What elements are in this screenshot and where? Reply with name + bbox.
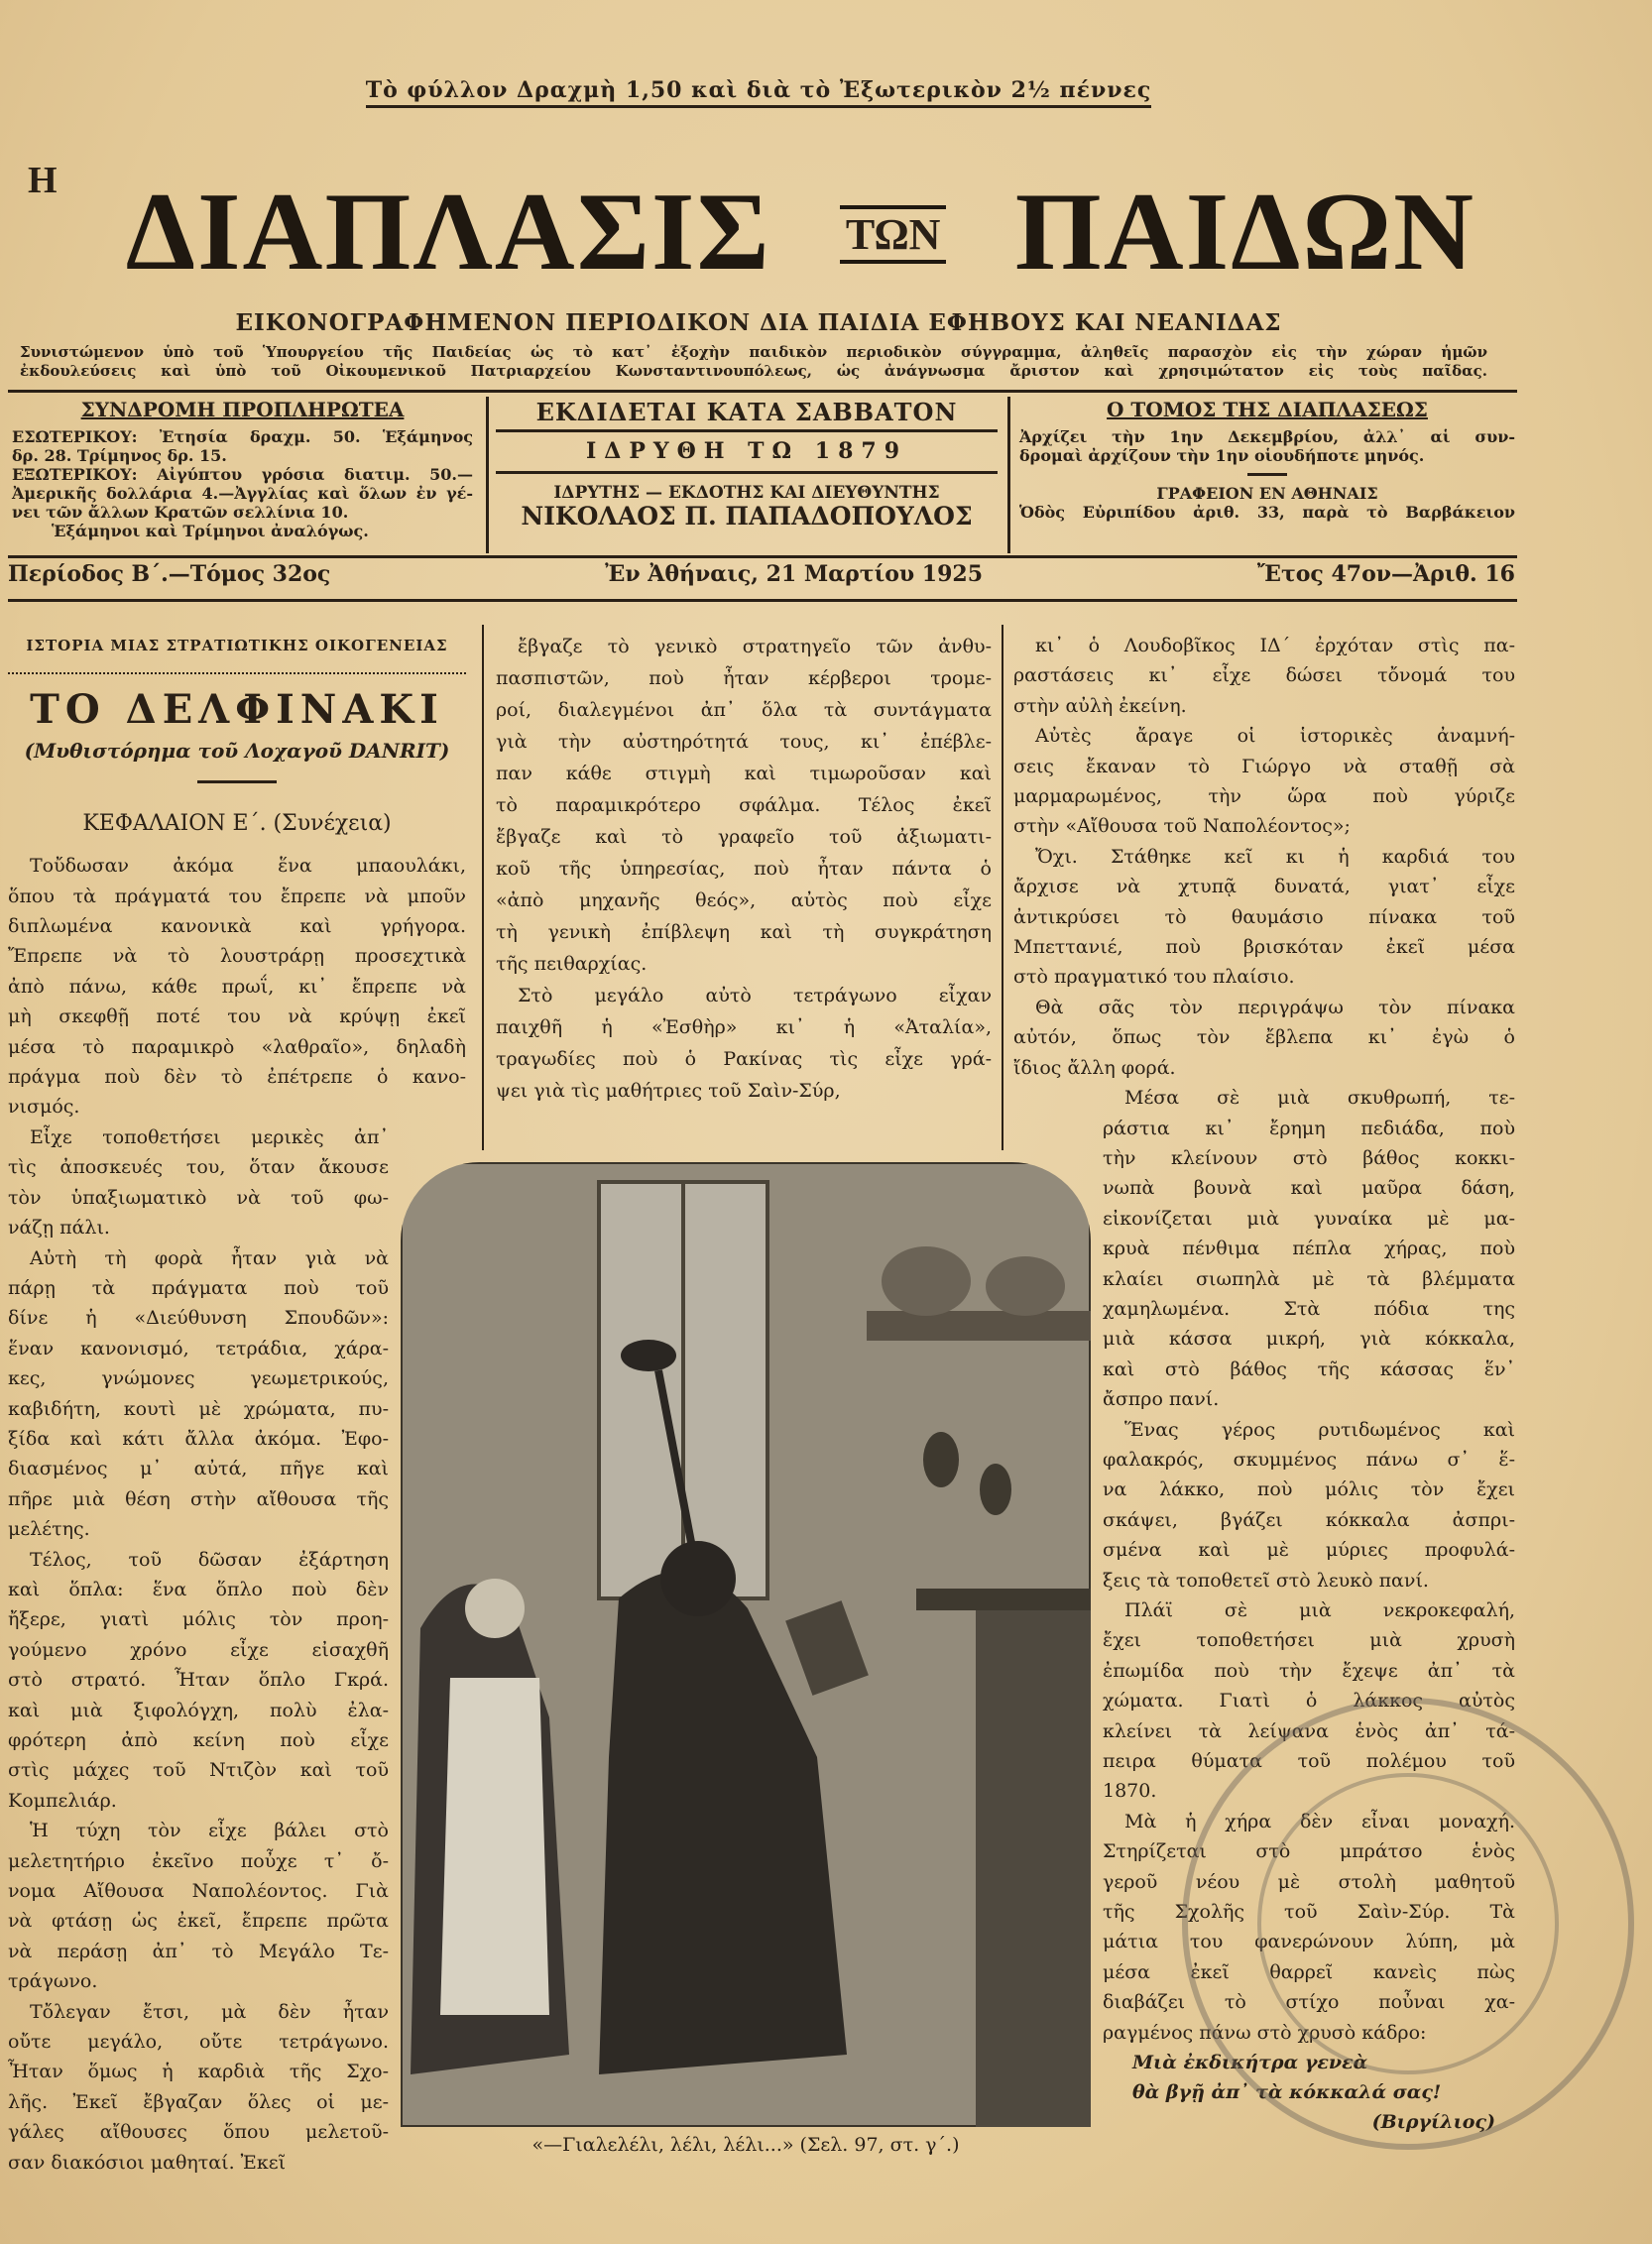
text-line: ροί, διαλεγμένοι ἀπ᾿ ὅλα τὰ συντάγματα — [496, 699, 992, 721]
text-line: ξίδα καὶ κάτι ἄλλα ἀκόμα. Ἐφο- — [8, 1427, 389, 1450]
masthead-word-ton: ΤΩΝ — [840, 205, 947, 264]
text-line: Στὸ μεγάλο αὐτὸ τετράγωνο εἶχαν — [518, 985, 992, 1006]
text-line: στὴν αὐλὴ ἐκείνη. — [1013, 694, 1187, 717]
text-line: Κομπελιάρ. — [8, 1789, 117, 1812]
text-line: «ἀπὸ μηχανῆς θεός», αὐτὸς ποὺ εἶχε — [496, 889, 992, 911]
text-line: ἔχει τοποθετήσει μιὰ χρυσὴ — [1103, 1629, 1515, 1652]
text-line: τράγωνο. — [8, 1970, 98, 1993]
volume-box: Ο ΤΟΜΟΣ ΤΗΣ ΔΙΑΠΛΑΣΕΩΣ Ἀρχίζει τὴν 1ην Δεκεμβρίου, ἀλλ᾿ αἱ συν- δρομαὶ ἀρχίζουν τὴν 1ην οἱουδήποτε μηνός. ΓΡΑΦΕΙΟΝ ΕΝ ΑΘΗΝΑΙΣ Ὁδὸς Εὐριπίδου ἀριθ. 33, παρὰ τὸ Βαρβάκειον — [1019, 398, 1515, 522]
text-line: τὴν κλείνουν στὸ βάθος κοκκι- — [1103, 1146, 1515, 1169]
text-line: ἀπὸ πάνω, κάθε πρωΐ, κι᾿ ἔπρεπε νὰ — [8, 975, 466, 998]
column-1 — [8, 631, 466, 2178]
text-line: να λάκκο, ποὺ μόλις τὸν ἔχει — [1103, 1478, 1515, 1501]
masthead-word-paidon: ΠΑΙΔΩΝ — [1014, 171, 1475, 294]
text-line: νομα Αἴθουσα Ναπολέοντος. Γιὰ — [8, 1880, 389, 1903]
subscription-box: ΣΥΝΔΡΟΜΗ ΠΡΟΠΛΗΡΩΤΕΑ ΕΣΩΤΕΡΙΚΟΥ: Ἐτησία δραχμ. 50. Ἑξάμηνος δρ. 28. Τρίμηνος δρ. 15. ΕΞΩΤΕΡΙΚΟΥ: Αἰγύπτου γρόσια διατιμ. 50.— Ἀμερικῆς δολλάρια 4.—Ἀγγλίας καὶ ὅλων ἐν γέ- νει τῶν ἄλλων Κρατῶν σελλίνια 10. Ἑξάμηνοι καὶ Τρίμηνοι ἀναλόγως. — [12, 398, 473, 540]
masthead — [28, 149, 1475, 294]
text-line: κοῦ τῆς ὑπηρεσίας, ποὺ ἦταν πάντα ὁ — [496, 858, 992, 880]
illustration-caption: «—Γιαλελέλι, λέλι, λέλι...» (Σελ. 97, στ. γ´.) — [531, 2134, 960, 2156]
text-line: γιὰ τὴν αὐστηρότητά τους, κι᾿ ἐπέβλε- — [496, 731, 992, 753]
text-line: ἴδιος ἄλλη φορά. — [1013, 1056, 1176, 1079]
kitchen-illustration — [401, 1162, 1091, 2127]
text-line: ἕναν κανονισμό, τετράδια, χάρα- — [8, 1337, 389, 1359]
wavy-rule — [8, 664, 466, 674]
paragraph — [496, 631, 992, 980]
poem-author: (Βιργίλιος) — [1371, 2111, 1495, 2134]
text-line: ψει γιὰ τὶς μαθήτριες τοῦ Σαὶν-Σύρ, — [496, 1080, 841, 1102]
short-rule — [1247, 473, 1287, 476]
text-line: μελέτης. — [8, 1518, 90, 1541]
short-rule — [197, 780, 277, 783]
text-line: νωπὰ βουνὰ καὶ μαῦρα δάση, — [1103, 1177, 1515, 1200]
text-line: πειρα θύματα τοῦ πολέμου τοῦ — [1103, 1750, 1515, 1773]
text-line: ὅπου τὰ πράγματά του ἔπρεπε νὰ μποῦν — [8, 885, 466, 907]
poem-quote: Μιὰ ἐκδικήτρα γενεὰ θὰ βγῇ ἀπ᾿ τὰ κόκκαλά σας! (Βιργίλιος) — [1132, 2048, 1515, 2137]
text-line: Εἶχε τοποθετήσει μερικὲς ἀπ᾿ — [30, 1125, 389, 1148]
text-line: Μπεττανιέ, ποὺ βρισκόταν ἐκεῖ μέσα — [1013, 936, 1515, 959]
text-line: διπλωμένα κανονικὰ καὶ γρήγορα. — [8, 915, 466, 938]
column-1-text-narrow — [8, 1122, 389, 2178]
paragraph — [1013, 993, 1515, 1083]
text-line: παν κάθε στιγμὴ καὶ τιμωροῦσαν καὶ — [496, 763, 992, 784]
text-line: γούμενο χρόνο εἶχε εἰσαχθῆ — [8, 1638, 389, 1661]
text-line: λῆς. Ἐκεῖ ἔβγαζαν ὅλες οἱ με- — [8, 2090, 389, 2113]
article-byline: (Μυθιστόρημα τοῦ Λοχαγοῦ DANRIT) — [24, 739, 450, 764]
text-line: Τοὔδωσαν ἀκόμα ἕνα μπαουλάκι, — [30, 855, 466, 878]
illustration-drawing — [401, 1162, 1091, 2127]
text-line: Ἦταν ὅμως ἡ καρδιὰ τῆς Σχο- — [8, 2061, 389, 2083]
text-line: εἰκονίζεται μιὰ γυναίκα μὲ μα- — [1103, 1207, 1515, 1230]
text-line: τὴ γενικὴ ἐπίβλεψη καὶ τὴ συγκράτηση — [496, 921, 992, 943]
rule-top — [8, 390, 1517, 393]
publisher-box: ΕΚΔΙΔΕΤΑΙ ΚΑΤΑ ΣΑΒΒΑΤΟΝ ΙΔΡΥΘΗ ΤΩ 1879 ΙΔΡΥΤΗΣ — ΕΚΔΟΤΗΣ ΚΑΙ ΔΙΕΥΘΥΝΤΗΣ ΝΙΚΟΛΑΟΣ Π. ΠΑΠΑΔΟΠΟΥΛΟΣ — [496, 399, 998, 549]
text-line: ραστάσεις κι᾿ εἶχε δώσει τὄνομά του — [1013, 664, 1515, 687]
text-line: χαμηλωμένα. Στὰ πόδια της — [1103, 1297, 1515, 1320]
text-line: τῆς Σχολῆς τοῦ Σαὶν-Σύρ. Τὰ — [1103, 1901, 1515, 1924]
paragraph — [8, 1816, 389, 1996]
column-1-text-wide — [8, 851, 466, 1122]
text-line: Αὐτὴ τὴ φορὰ ἦταν γιὰ νὰ — [30, 1246, 389, 1269]
text-line: Ὄχι. Στάθηκε κεῖ κι ἡ καρδιά του — [1035, 845, 1515, 868]
dateline: Περίοδος Β´.—Τόμος 32ος Ἐν Ἀθήναις, 21 Μαρτίου 1925 Ἔτος 47ον—Ἀριθ. 16 — [8, 561, 1515, 587]
text-line: κρυὰ πένθιμα πέπλα χήρας, ποὺ — [1103, 1238, 1515, 1260]
text-line: στὸ πραγματικό του πλαίσιο. — [1013, 966, 1295, 989]
rule-bottom — [8, 599, 1517, 602]
text-line: μελετητήριο ἐκεῖνο ποὖχε τ᾿ ὄ- — [8, 1849, 389, 1872]
column-rule — [482, 625, 484, 1150]
text-line: νὰ περάσῃ ἀπ᾿ τὸ Μεγάλο Τε- — [8, 1940, 389, 1962]
price-line: Τὸ φύλλον Δραχμὴ 1,50 καὶ διὰ τὸ Ἐξωτερικὸν 2½ πέννες — [0, 77, 1517, 103]
text-line: ἀντικρύσει τὸ θαυμάσιο πίνακα τοῦ — [1013, 905, 1515, 928]
paragraph — [8, 851, 466, 1122]
text-line: στὶς μάχες τοῦ Ντιζὸν καὶ τοῦ — [8, 1759, 389, 1782]
paragraph — [1013, 631, 1515, 721]
text-line: σμένα καὶ μὲ μύριες προφυλά- — [1103, 1539, 1515, 1562]
text-line: μιὰ κάσσα μικρή, γιὰ κόκκαλα, — [1103, 1328, 1515, 1351]
text-line: ἔβγαζε τὸ γενικὸ στρατηγεῖο τῶν ἀνθυ- — [518, 636, 992, 657]
rule-mid — [8, 555, 1517, 558]
text-line: φαλακρός, σκυμμένος πάνω σ᾿ ἕ- — [1103, 1448, 1515, 1471]
text-line: Ἡ τύχη τὸν εἶχε βάλει στὸ — [30, 1820, 389, 1842]
paragraph — [1013, 842, 1515, 993]
text-line: δίνε ἡ «Διεύθυνση Σπουδῶν»: — [8, 1307, 389, 1330]
text-line: καὶ στὸ βάθος τῆς κάσσας ἕν᾿ — [1103, 1358, 1515, 1380]
text-line: Πλάϊ σὲ μιὰ νεκροκεφαλή, — [1124, 1599, 1515, 1621]
text-line: τὶς ἀποσκευές του, ὅταν ἄκουσε — [8, 1156, 389, 1179]
text-line: φρότερη ἀπὸ κείνη ποὺ εἶχε — [8, 1729, 389, 1751]
masthead-article: Η — [28, 160, 58, 201]
publisher-name: ΝΙΚΟΛΑΟΣ Π. ΠΑΠΑΔΟΠΟΥΛΟΣ — [521, 502, 973, 531]
text-line: διασμένος μ᾿ αὐτά, πῆγε καὶ — [8, 1458, 389, 1480]
text-line: Ἔπρεπε νὰ τὸ λουστράρῃ προσεχτικὰ — [8, 945, 466, 968]
text-line: καβιδήτη, κουτὶ μὲ χρώματα, πυ- — [8, 1397, 389, 1420]
column-rule — [1002, 625, 1003, 1150]
text-line: τὸν ὑπαξιωματικὸ νὰ τοῦ φω- — [8, 1186, 389, 1209]
text-line: σαν διακόσιοι μαθηταί. Ἐκεῖ — [8, 2151, 287, 2174]
text-line: ἄρχισε νὰ χτυπᾷ δυνατά, γιατ᾿ εἶχε — [1013, 876, 1515, 898]
text-line: Αὐτὲς ἄραγε οἱ ἱστορικὲς ἀναμνή- — [1035, 725, 1515, 748]
text-line: νισμός. — [8, 1096, 80, 1119]
text-line: καὶ ὅπλα: ἕνα ὅπλο ποὺ δὲν — [8, 1578, 389, 1600]
text-line: ξεις τὰ τοποθετεῖ στὸ λευκὸ πανί. — [1103, 1569, 1429, 1592]
archive-stamp — [1170, 1686, 1646, 2162]
column-2 — [496, 631, 992, 1107]
text-line: Μὰ ἡ χήρα δὲν εἶναι μοναχή. — [1124, 1810, 1515, 1832]
masthead-word-diaplasis: ΔΙΑΠΛΑΣΙΣ — [125, 171, 771, 294]
recommendation-text: Συνιστώμενον ὑπὸ τοῦ Ὑπουργείου τῆς Παιδείας ὡς τὸ κατ᾿ ἐξοχὴν παιδικὸν περιοδικὸν σύγγραμμα, ἀληθεῖς παρασχὸν εἰς τὴν χώραν ἡμῶν ἐκδουλεύσεις καὶ ὑπὸ τοῦ Οἰκουμενικοῦ Πατριαρχείου Κωνσταντινουπόλεως, ὡς ἀνάγνωσμα ἄριστον καὶ χρησιμώτατον εἰς τοὺς παῖδας. — [20, 343, 1487, 380]
text-line: παιχθῆ ἡ «Ἐσθὴρ» κι᾿ ἡ «Ἀταλία», — [496, 1016, 992, 1038]
text-line: διαβάζει τὸ στίχο ποὖναι χα- — [1103, 1991, 1515, 2014]
column-3-text-wide — [1013, 631, 1515, 1083]
paragraph — [8, 1243, 389, 1545]
text-line: τραγωδίες ποὺ ὁ Ρακίνας τὶς εἶχε γρά- — [496, 1048, 992, 1070]
text-line: κες, γνώμονες γεωμετρικούς, — [8, 1367, 389, 1390]
text-line: πασπιστῶν, ποὺ ἦταν κέρβεροι τρομε- — [496, 667, 992, 689]
text-line: νάζῃ πάλι. — [8, 1217, 110, 1240]
text-line: τῆς πειθαρχίας. — [496, 953, 648, 975]
text-line: πράγμα ποὺ δὲν τὸ ἐπέτρεπε ὁ κανο- — [8, 1066, 466, 1089]
text-line: αὐτόν, ὅπως τὸν ἔβλεπα κι᾿ ἐγὼ ὁ — [1013, 1026, 1515, 1049]
text-line: κλαίει σιωπηλὰ μὲ τὰ βλέμματα — [1103, 1267, 1515, 1290]
text-line: μέσα τὸ παραμικρὸ «λαθραῖο», δηλαδὴ — [8, 1035, 466, 1058]
text-line: ἔβγαζε καὶ τὸ γραφεῖο τοῦ ἀξιωματι- — [496, 826, 992, 848]
paragraph — [1103, 1415, 1515, 1595]
text-line: γεροῦ νέου μὲ στολὴ μαθητοῦ — [1103, 1870, 1515, 1893]
text-line: κι᾿ ὁ Λουδοβῖκος ΙΔ´ ἐρχόταν στὶς πα- — [1035, 635, 1515, 656]
text-line: στὸ στρατό. Ἦταν ὅπλο Γκρά. — [8, 1669, 389, 1692]
text-line: πῆρε μιὰ θέση στὴν αἴθουσα τῆς — [8, 1487, 389, 1510]
paragraph — [496, 980, 992, 1107]
text-line: σκάψει, βγάζει κόκκαλα ἀσπρι- — [1103, 1508, 1515, 1531]
text-line: Τὄλεγαν ἔτσι, μὰ δὲν ἦταν — [30, 2000, 389, 2023]
text-line: χώματα. Γιατὶ ὁ λάκκος αὐτὸς — [1103, 1690, 1515, 1713]
paragraph — [8, 1997, 389, 2178]
text-line: ἐπωμίδα ποὺ τὴν ἔχεψε ἀπ᾿ τὰ — [1103, 1659, 1515, 1682]
text-line: καὶ μιὰ ξιφολόγχη, πολὺ ἐλα- — [8, 1699, 389, 1721]
text-line: οὔτε μεγάλο, οὔτε τετράγωνο. — [8, 2031, 389, 2054]
box-divider — [1007, 397, 1010, 553]
section-heading: ΙΣΤΟΡΙΑ ΜΙΑΣ ΣΤΡΑΤΙΩΤΙΚΗΣ ΟΙΚΟΓΕΝΕΙΑΣ — [26, 637, 448, 654]
text-line: ἤξερε, γιατὶ μόλις τὸν προη- — [8, 1608, 389, 1631]
text-line: σεις ἔκαναν τὸ Γιώργο νὰ σταθῇ σὰ — [1013, 755, 1515, 777]
text-line: μαρμαρωμένος, τὴν ὥρα ποὺ γύριζε — [1013, 785, 1515, 808]
text-line: ραγμένος πάνω στὸ χρυσὸ κάδρο: — [1103, 2021, 1427, 2044]
article-title: ΤΟ ΔΕΛΦΙΝΑΚΙ — [30, 686, 444, 734]
paragraph — [8, 1122, 389, 1243]
paragraph — [8, 1545, 389, 1817]
text-line: νὰ φτάσῃ ὡς ἐκεῖ, ἔπρεπε πρῶτα — [8, 1910, 389, 1933]
text-line: πάρῃ τὰ πράγματα ποὺ τοῦ — [8, 1276, 389, 1299]
paragraph — [1103, 1083, 1515, 1414]
text-line: Μέσα σὲ μιὰ σκυθρωπή, τε- — [1124, 1087, 1515, 1110]
text-line: τὸ παραμικρότερο σφάλμα. Τέλος ἐκεῖ — [496, 794, 992, 816]
text-line: μὴ σκεφθῇ ποτέ του νὰ κρύψῃ ἐκεῖ — [8, 1005, 466, 1028]
text-line: ἄσπρο πανί. — [1103, 1388, 1220, 1411]
text-line: Στηρίζεται στὸ μπράτσο ἑνὸς — [1103, 1840, 1515, 1863]
text-line: στὴν «Αἴθουσα τοῦ Ναπολέοντος»; — [1013, 815, 1351, 838]
text-line: μάτια του φανερώνουν λύπη, μὰ — [1103, 1931, 1515, 1953]
text-line: κλείνει τὰ λείψανα ἑνὸς ἀπ᾿ τά- — [1103, 1719, 1515, 1742]
text-line: Τέλος, τοῦ δῶσαν ἐξάρτηση — [30, 1548, 389, 1571]
text-line: Ἕνας γέρος ρυτιδωμένος καὶ — [1124, 1418, 1515, 1441]
text-line: ράστια κι᾿ ἔρημη πεδιάδα, ποὺ — [1103, 1117, 1515, 1139]
box-divider — [486, 397, 489, 553]
chapter-heading: ΚΕΦΑΛΑΙΟΝ Ε´. (Συνέχεια) — [82, 810, 392, 836]
text-line: Θὰ σᾶς τὸν περιγράψω τὸν πίνακα — [1035, 996, 1515, 1018]
masthead-subtitle: ΕΙΚΟΝΟΓΡΑΦΗΜΕΝΟΝ ΠΕΡΙΟΔΙΚΟΝ ΔΙΑ ΠΑΙΔΙΑ ΕΦΗΒΟΥΣ ΚΑΙ ΝΕΑΝΙΔΑΣ — [235, 309, 1282, 336]
text-line: γάλες αἴθουσες ὅπου μελετοῦ- — [8, 2121, 389, 2144]
text-line: μέσα ἐκεῖ θαρρεῖ κανεὶς πὼς — [1103, 1960, 1515, 1983]
paragraph — [1013, 721, 1515, 842]
text-line: 1870. — [1103, 1780, 1157, 1803]
